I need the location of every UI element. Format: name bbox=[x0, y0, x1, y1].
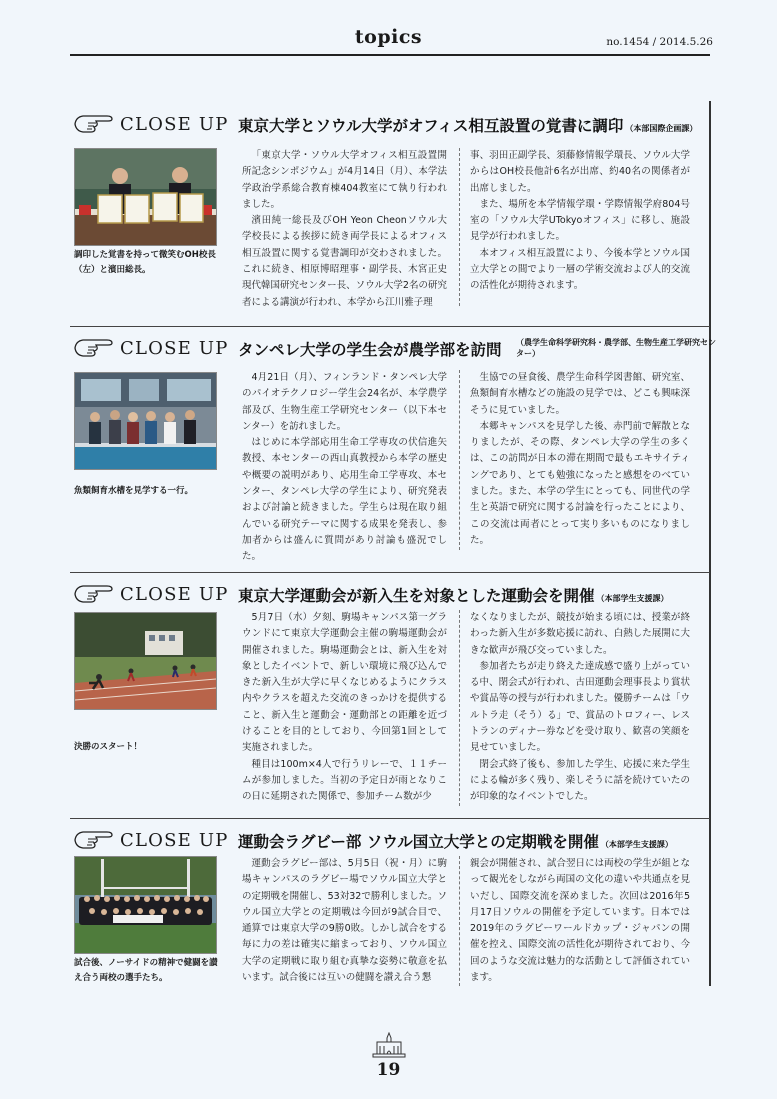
paragraph: 4月21日（月）、フィンランド・タンペレ大学のパイオテクノロジー学生会24名が、本学農学部及び、生物生産工学研究センター（以下本センター）を訪れました。 bbox=[242, 372, 447, 432]
column-divider bbox=[459, 610, 460, 806]
photo-caption: 決勝のスタート！ bbox=[74, 742, 143, 752]
paragraph: 生協での昼食後、農学生命科学図書館、研究室、魚類飼育水槽などの施設の見学では、どこも興味深そうに見ていました。 bbox=[470, 372, 690, 416]
header-rule bbox=[70, 54, 710, 56]
paragraph: 本オフィス相互設置により、今後本学とソウル国立大学との間でより一層の学術交流および人的交流の活性化が期待されます。 bbox=[470, 247, 690, 292]
close-up-label: CLOSE UP bbox=[120, 584, 229, 605]
article-headline bbox=[238, 584, 669, 606]
paragraph: 本郷キャンパスを見学した後、赤門前で解散となりましたが、その際、タンペレ大学の学生の多くは、この訪問が日本の滞在期間で最もエキサイティングであり、とても勉強になったと感想をのべていました。また、本学の学生にとっても、同世代の学生と英語で研究に関する討論を行ったことにより、この交流は両者にとって実り多いものになりました。 bbox=[470, 420, 690, 546]
article-body-column-1 bbox=[242, 856, 447, 986]
paragraph: 濱田純一総長及びOH Yeon Cheonソウル大学校長による挨拶に続き両学長によるオフィス相互設置に関する覚書調印が交わされました。これに続き、相原博昭理事・副学長、木宮正史現代韓国研究センター長、ソウル大学2名の研究者による講演が行われ、本学から江川雅子理 bbox=[242, 215, 447, 308]
article-headline bbox=[238, 114, 697, 136]
department: （農学生命科学研究科・農学部、生物生産工学研究センター） bbox=[516, 338, 716, 358]
column-divider bbox=[459, 148, 460, 306]
university-logo-icon bbox=[371, 1032, 407, 1060]
article-body-column-1 bbox=[242, 148, 447, 311]
article-body-column-1 bbox=[242, 370, 447, 566]
photo-signing-ceremony bbox=[74, 148, 217, 246]
article-body-column-2 bbox=[470, 148, 690, 295]
paragraph: 「東京大学・ソウル大学オフィス相互設置開所記念シンポジウム」が4月14日（月）、本学法学政治学系総合教育棟404教室にて執り行われました。 bbox=[242, 150, 447, 210]
article-body-column-2 bbox=[470, 610, 690, 806]
photo-caption: 試合後、ノーサイドの精神で健闘を讃え合う両校の選手たち。 bbox=[74, 958, 218, 983]
department: （本部学生支援課） bbox=[596, 594, 669, 603]
paragraph: 5月7日（水）夕刻、駒場キャンパス第一グラウンドにて東京大学運動会主催の駒場運動会が開催されました。駒場運動会とは、新入生を対象としたイベントで、新しい環境に飛び込んできた新入生が大学に早くなじめるようにクラス内やクラスを超えた交流のきっかけを提供すること、新入生と運動会・運動部との距離を近づけることを目的としており、今回第1回として実施されました。 bbox=[242, 612, 447, 754]
article-2 bbox=[70, 334, 716, 564]
photo-aquarium-tour bbox=[74, 372, 217, 470]
column-divider bbox=[459, 856, 460, 986]
column-divider bbox=[459, 370, 460, 550]
paragraph: 運動会ラグビー部は、5月5日（祝・月）に駒場キャンパスのラグビー場でソウル国立大学との定期戦を開催し、53対32で勝利しました。ソウル国立大学との定期戦は今回が9試合目で、通算では東京大学の9勝0敗。しかし試合をする毎に力の差は確実に縮まっており、ソウル国立大学の定期戦に取り組む真摯な姿勢に敬意を払います。試合後には互いの健闘を讃え合う懇 bbox=[242, 858, 447, 984]
section-divider bbox=[70, 326, 710, 327]
paragraph: はじめに本学部応用生命工学専攻の伏信進矢教授、本センターの西山真教授から本学の歴史や概要の説明があり、応用生命工学専攻、本センター、タンペレ大学の学生により、研究発表および討論と続きました。学生らは現在取り組んでいる研究テーマに関する成果を発表し、参加者からは盛んに質問があり討論も盛況でした。 bbox=[242, 437, 447, 563]
section-divider bbox=[70, 818, 710, 819]
pointing-hand-icon bbox=[74, 828, 114, 850]
article-body-column-1 bbox=[242, 610, 447, 806]
department: （本部学生支援課） bbox=[600, 840, 673, 849]
paragraph: 種目は100m×4人で行うリレーで、１１チームが参加しました。当初の予定日が雨となりこの日に延期された関係で、参加チーム数が少 bbox=[242, 758, 447, 803]
article-body-column-2 bbox=[470, 370, 690, 549]
headline-text: 東京大学とソウル大学がオフィス相互設置の覚書に調印 bbox=[238, 117, 624, 135]
page-number: 19 bbox=[376, 1060, 401, 1080]
article-headline bbox=[238, 830, 673, 852]
headline-text: 運動会ラグビー部 ソウル国立大学との定期戦を開催 bbox=[238, 833, 599, 851]
pointing-hand-icon bbox=[74, 336, 114, 358]
article-3 bbox=[70, 580, 710, 815]
section-divider bbox=[70, 572, 710, 573]
paragraph: なくなりましたが、競技が始まる頃には、授業が終わった新入生が多数応援に訪れ、白熱した展開に大きな歓声が飛び交っていました。 bbox=[470, 612, 690, 656]
photo-caption: 調印した覚書を持って微笑むOH校長（左）と濱田総長。 bbox=[74, 250, 216, 275]
article-4 bbox=[70, 826, 710, 991]
close-up-label: CLOSE UP bbox=[120, 338, 229, 359]
article-body-column-2 bbox=[470, 856, 690, 986]
department: （本部国際企画課） bbox=[625, 124, 698, 133]
photo-rugby-team bbox=[74, 856, 217, 954]
section-title: topics bbox=[354, 26, 423, 48]
pointing-hand-icon bbox=[74, 112, 114, 134]
issue-info: no.1454 / 2014.5.26 bbox=[606, 36, 713, 48]
close-up-label: CLOSE UP bbox=[120, 114, 229, 135]
article-1 bbox=[70, 110, 710, 325]
photo-caption: 魚類飼育水槽を見学する一行。 bbox=[74, 486, 194, 496]
paragraph: 事、羽田正副学長、須藤修情報学環長、ソウル大学からはOH校長他計6名が出席、約40名の関係者が出席しました。 bbox=[470, 150, 690, 194]
pointing-hand-icon bbox=[74, 582, 114, 604]
headline-text: 東京大学運動会が新入生を対象とした運動会を開催 bbox=[238, 587, 595, 605]
close-up-label: CLOSE UP bbox=[120, 830, 229, 851]
paragraph: 親会が開催され、試合翌日には両校の学生が組となって観光をしながら両国の文化の違いや共通点を見いだし、国際交流を深めました。次回は2016年5月17日ソウルの開催を予定しています。日本では2019年のラグビーワールドカップ・ジャパンの開催を控え、国際交流の活性化が期待されており、今回のような交流は魅力的な活動として評価されています。 bbox=[470, 858, 690, 984]
photo-relay-start bbox=[74, 612, 217, 710]
headline-text: タンペレ大学の学生会が農学部を訪問 bbox=[238, 341, 502, 359]
paragraph: また、場所を本学情報学環・学際情報学府804号室の「ソウル大学UTokyoオフィス」に移し、施設見学が行われました。 bbox=[470, 198, 690, 243]
paragraph: 閉会式終了後も、参加した学生、応援に来た学生による輪が多く残り、楽しそうに話を続けていたのが印象的なイベントでした。 bbox=[470, 758, 690, 803]
paragraph: 参加者たちが走り終えた達成感で盛り上がっている中、閉会式が行われ、古田運動会理事長より賞状や賞品等の授与が行われました。優勝チームは「ウルトラ走（そう）る」で、賞品のトロフィー、レストランのディナー券などを受け取り、歓喜の笑顔を見せていました。 bbox=[470, 660, 690, 754]
